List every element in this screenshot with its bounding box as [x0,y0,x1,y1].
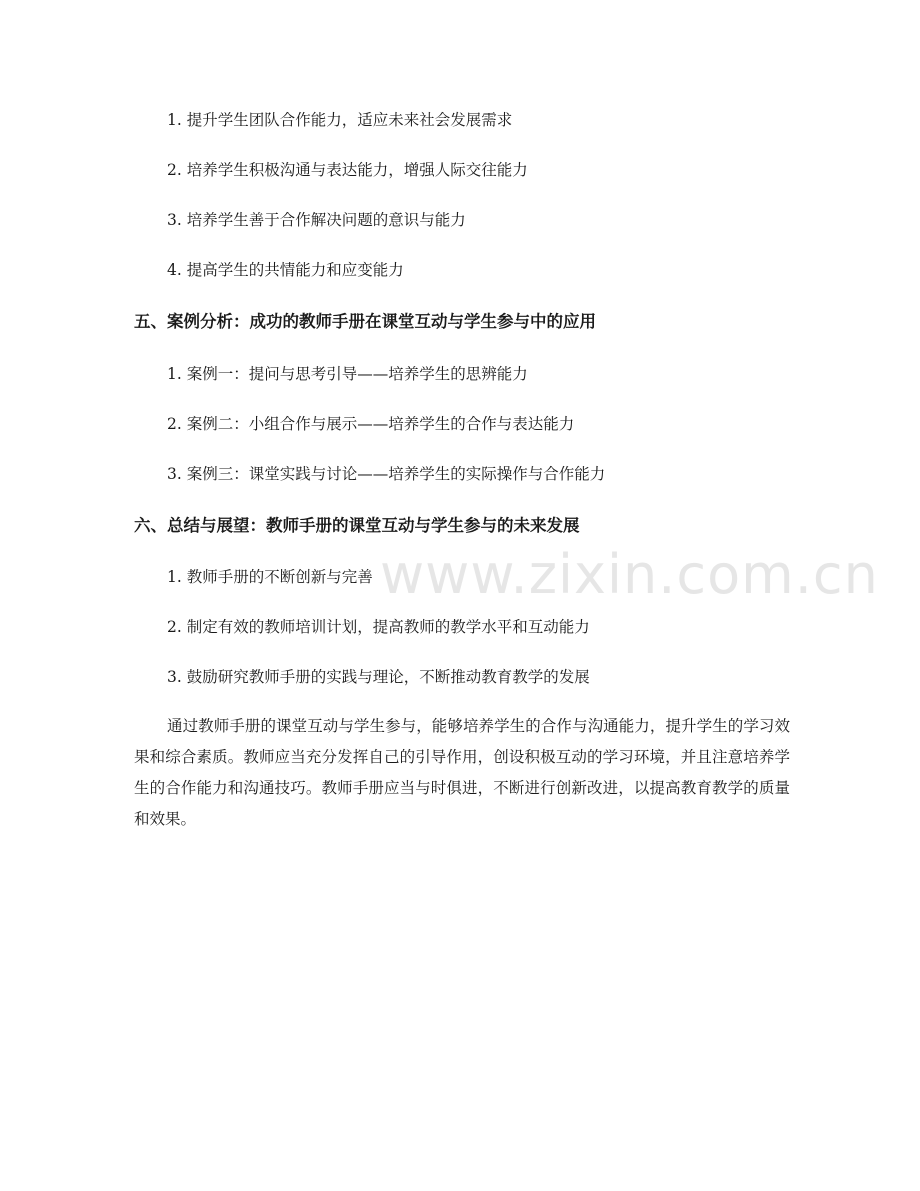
section5-item-1: 1. 案例一：提问与思考引导——培养学生的思辨能力 [167,365,528,383]
section6-item-3: 3. 鼓励研究教师手册的实践与理论，不断推动教育教学的发展 [167,668,590,686]
conclusion-paragraph: 通过教师手册的课堂互动与学生参与，能够培养学生的合作与沟通能力，提升学生的学习效果和综合素质。教师应当充分发挥自己的引导作用，创设积极互动的学习环境，并且注意培养学生的合作能力和沟通技巧。教师手册应当与时俱进，不断进行创新改进，以提高教育教学的质量和效果。 [134,717,790,828]
section6-heading: 六、总结与展望：教师手册的课堂互动与学生参与的未来发展 [134,516,580,535]
section5-heading: 五、案例分析：成功的教师手册在课堂互动与学生参与中的应用 [134,312,596,331]
section6-item-2: 2. 制定有效的教师培训计划，提高教师的教学水平和互动能力 [167,618,590,636]
section4-item-3: 3. 培养学生善于合作解决问题的意识与能力 [167,211,466,229]
section5-item-2: 2. 案例二：小组合作与展示——培养学生的合作与表达能力 [167,415,575,433]
section6-item-1: 1. 教师手册的不断创新与完善 [167,568,373,586]
section4-item-2: 2. 培养学生积极沟通与表达能力，增强人际交往能力 [167,161,528,179]
section4-item-1: 1. 提升学生团队合作能力，适应未来社会发展需求 [167,111,513,129]
section4-item-4: 4. 提高学生的共情能力和应变能力 [167,261,404,279]
section5-item-3: 3. 案例三：课堂实践与讨论——培养学生的实际操作与合作能力 [167,465,606,483]
watermark: www.zixin.com.cn [380,543,879,606]
